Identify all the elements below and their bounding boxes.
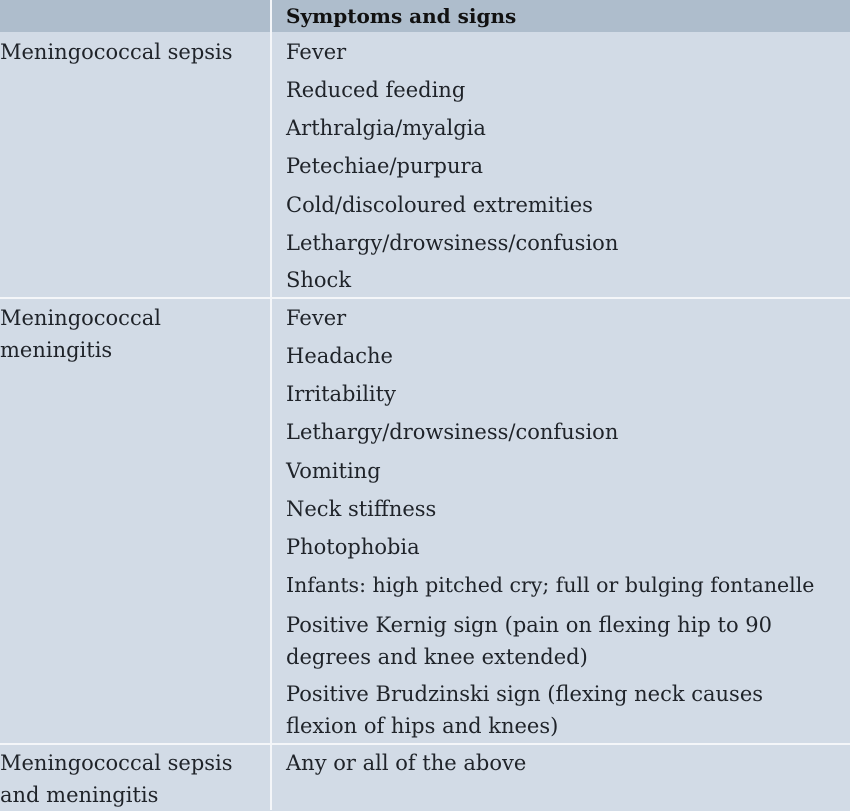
row-divider: [0, 743, 850, 745]
table-header: [0, 0, 850, 32]
symptom-item: Lethargy/drowsiness/confusion: [286, 420, 619, 444]
symptom-item: Lethargy/drowsiness/confusion: [286, 231, 619, 255]
symptom-item: Vomiting: [286, 459, 381, 483]
symptom-item: Any or all of the above: [286, 751, 527, 775]
row-divider: [0, 297, 850, 299]
symptom-item: Fever: [286, 306, 347, 330]
symptom-item: Fever: [286, 40, 347, 64]
symptom-item: Shock: [286, 268, 352, 292]
symptom-item: Positive Kernig sign (pain on flexing hip to 90 degrees and knee extended): [286, 613, 773, 669]
symptom-item: Positive Brudzinski sign (flexing neck causes flexion of hips and knees): [286, 682, 764, 738]
symptom-item: Petechiae/purpura: [286, 154, 484, 178]
condition-sepsis-and-meningitis: Meningococcal sepsis and meningitis: [0, 751, 233, 807]
symptom-item: Cold/discoloured extremities: [286, 193, 593, 217]
symptom-item: Headache: [286, 344, 393, 368]
symptom-item: Neck stiffness: [286, 497, 437, 521]
column-divider: [270, 0, 272, 810]
condition-meningitis: Meningococcal meningitis: [0, 306, 161, 362]
symptom-item: Irritability: [286, 382, 396, 406]
symptom-item: Photophobia: [286, 535, 420, 559]
header-symptoms-and-signs: Symptoms and signs: [286, 4, 517, 28]
symptom-item: Arthralgia/myalgia: [286, 116, 486, 140]
symptom-item: Infants: high pitched cry; full or bulging fontanelle: [286, 573, 815, 597]
condition-sepsis: Meningococcal sepsis: [0, 40, 233, 64]
symptom-item: Reduced feeding: [286, 78, 466, 102]
